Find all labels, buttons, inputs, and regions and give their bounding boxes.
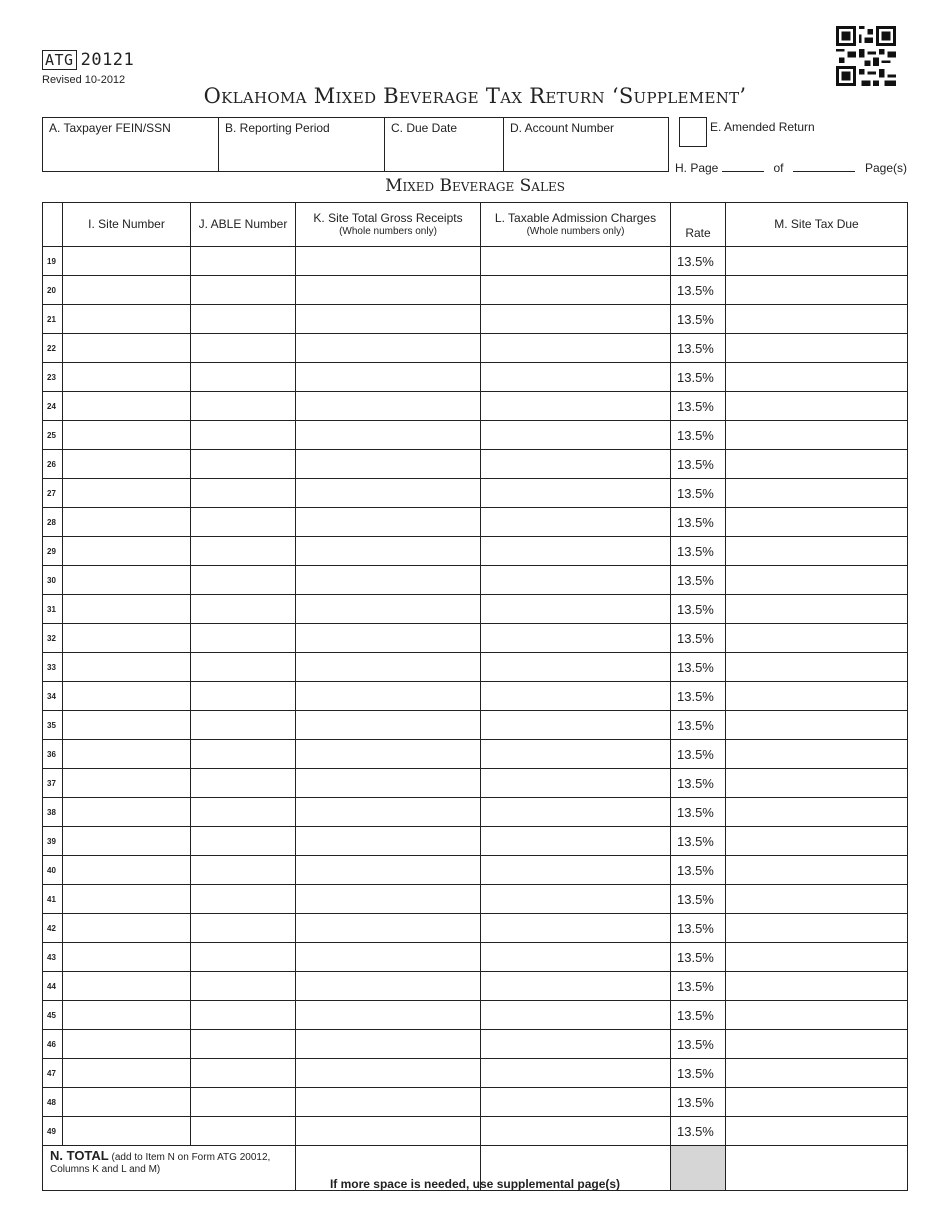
able-number-cell[interactable]	[191, 972, 296, 1001]
gross-receipts-cell[interactable]	[296, 1030, 481, 1059]
gross-receipts-cell[interactable]	[296, 305, 481, 334]
gross-receipts-cell[interactable]	[296, 972, 481, 1001]
admission-charges-cell[interactable]	[481, 943, 671, 972]
reporting-period-field[interactable]: B. Reporting Period	[219, 118, 385, 172]
rate-cell: 13.5%	[671, 856, 726, 885]
admission-charges-cell[interactable]	[481, 856, 671, 885]
rate-cell: 13.5%	[671, 711, 726, 740]
table-row	[43, 566, 908, 595]
rate-cell: 13.5%	[671, 827, 726, 856]
site-tax-due-cell[interactable]	[726, 972, 908, 1001]
rate-cell: 13.5%	[671, 334, 726, 363]
section-title: Mixed Beverage Sales	[385, 176, 565, 196]
line-number: 38	[43, 798, 63, 827]
rate-cell: 13.5%	[671, 363, 726, 392]
rate-cell: 13.5%	[671, 566, 726, 595]
total-pages-field[interactable]	[793, 161, 855, 172]
gross-receipts-cell[interactable]	[296, 711, 481, 740]
rate-cell: 13.5%	[671, 537, 726, 566]
gross-receipts-cell[interactable]	[296, 827, 481, 856]
admission-charges-cell[interactable]	[481, 305, 671, 334]
admission-charges-cell[interactable]	[481, 740, 671, 769]
table-row	[43, 827, 908, 856]
admission-charges-cell[interactable]	[481, 972, 671, 1001]
line-number: 43	[43, 943, 63, 972]
able-number-cell[interactable]	[191, 653, 296, 682]
able-number-cell[interactable]	[191, 247, 296, 276]
page-count-line: H. Page of Page(s)	[675, 161, 907, 175]
admission-charges-cell[interactable]	[481, 624, 671, 653]
site-number-cell[interactable]	[63, 711, 191, 740]
site-tax-due-cell[interactable]	[726, 1030, 908, 1059]
able-number-cell[interactable]	[191, 566, 296, 595]
site-tax-due-cell[interactable]	[726, 450, 908, 479]
gross-receipts-header: K. Site Total Gross Receipts (Whole numbers only)	[296, 203, 481, 247]
able-number-cell[interactable]	[191, 798, 296, 827]
gross-receipts-cell[interactable]	[296, 566, 481, 595]
gross-receipts-cell[interactable]	[296, 363, 481, 392]
able-number-cell[interactable]	[191, 450, 296, 479]
site-number-cell[interactable]	[63, 537, 191, 566]
total-label: N. TOTAL (add to Item N on Form ATG 20012, Columns K and L and M)	[43, 1146, 296, 1191]
admission-charges-cell[interactable]	[481, 885, 671, 914]
site-tax-due-cell[interactable]	[726, 566, 908, 595]
site-tax-due-cell[interactable]	[726, 798, 908, 827]
admission-charges-header: L. Taxable Admission Charges (Whole numbers only)	[481, 203, 671, 247]
site-number-cell[interactable]	[63, 856, 191, 885]
rate-cell: 13.5%	[671, 276, 726, 305]
form-prefix: ATG	[42, 50, 77, 70]
table-row	[43, 1088, 908, 1117]
line-number: 35	[43, 711, 63, 740]
site-tax-due-cell[interactable]	[726, 247, 908, 276]
site-tax-due-cell[interactable]	[726, 624, 908, 653]
able-number-cell[interactable]	[191, 537, 296, 566]
rate-cell: 13.5%	[671, 305, 726, 334]
able-number-cell[interactable]	[191, 769, 296, 798]
table-header-row	[43, 203, 908, 247]
table-row	[43, 769, 908, 798]
able-number-cell[interactable]	[191, 392, 296, 421]
line-number: 27	[43, 479, 63, 508]
revision-date: Revised 10-2012	[42, 74, 126, 86]
gross-receipts-cell[interactable]	[296, 247, 481, 276]
site-tax-due-header: M. Site Tax Due	[726, 203, 908, 247]
rate-cell: 13.5%	[671, 972, 726, 1001]
able-number-cell[interactable]	[191, 305, 296, 334]
rate-header: Rate	[671, 203, 726, 247]
line-number: 33	[43, 653, 63, 682]
admission-charges-cell[interactable]	[481, 1059, 671, 1088]
site-number-cell[interactable]	[63, 450, 191, 479]
able-number-cell[interactable]	[191, 1059, 296, 1088]
site-tax-due-cell[interactable]	[726, 769, 908, 798]
admission-charges-cell[interactable]	[481, 450, 671, 479]
line-number-header	[43, 203, 63, 247]
gross-receipts-cell[interactable]	[296, 450, 481, 479]
rate-cell: 13.5%	[671, 392, 726, 421]
site-tax-due-cell[interactable]	[726, 479, 908, 508]
site-number-cell[interactable]	[63, 653, 191, 682]
rate-cell: 13.5%	[671, 914, 726, 943]
rate-cell: 13.5%	[671, 682, 726, 711]
taxpayer-fein-field[interactable]: A. Taxpayer FEIN/SSN	[43, 118, 219, 172]
site-tax-due-cell[interactable]	[726, 421, 908, 450]
site-tax-due-cell[interactable]	[726, 682, 908, 711]
site-number-cell[interactable]	[63, 1001, 191, 1030]
site-number-cell[interactable]	[63, 305, 191, 334]
table-row	[43, 508, 908, 537]
line-number: 19	[43, 247, 63, 276]
site-tax-due-cell[interactable]	[726, 856, 908, 885]
site-number-cell[interactable]	[63, 972, 191, 1001]
amended-return-checkbox[interactable]	[679, 117, 707, 147]
gross-receipts-cell[interactable]	[296, 1117, 481, 1146]
table-row	[43, 276, 908, 305]
line-number: 39	[43, 827, 63, 856]
admission-charges-cell[interactable]	[481, 827, 671, 856]
gross-receipts-cell[interactable]	[296, 334, 481, 363]
rate-cell: 13.5%	[671, 1117, 726, 1146]
gross-receipts-cell[interactable]	[296, 508, 481, 537]
admission-charges-cell[interactable]	[481, 798, 671, 827]
gross-receipts-cell[interactable]	[296, 276, 481, 305]
site-number-cell[interactable]	[63, 421, 191, 450]
line-number: 45	[43, 1001, 63, 1030]
table-row	[43, 856, 908, 885]
rate-cell: 13.5%	[671, 1088, 726, 1117]
table-row	[43, 798, 908, 827]
able-number-cell[interactable]	[191, 276, 296, 305]
site-number-cell[interactable]	[63, 1088, 191, 1117]
site-number-header: I. Site Number	[63, 203, 191, 247]
admission-charges-cell[interactable]	[481, 1088, 671, 1117]
able-number-cell[interactable]	[191, 421, 296, 450]
table-row	[43, 711, 908, 740]
table-row	[43, 537, 908, 566]
site-number-cell[interactable]	[63, 595, 191, 624]
rate-cell: 13.5%	[671, 479, 726, 508]
line-number: 34	[43, 682, 63, 711]
table-row	[43, 479, 908, 508]
gross-receipts-cell[interactable]	[296, 653, 481, 682]
site-tax-due-cell[interactable]	[726, 334, 908, 363]
able-number-cell[interactable]	[191, 885, 296, 914]
site-tax-due-cell[interactable]	[726, 276, 908, 305]
admission-charges-cell[interactable]	[481, 392, 671, 421]
qr-code-icon	[836, 26, 896, 86]
line-number: 42	[43, 914, 63, 943]
rate-cell: 13.5%	[671, 798, 726, 827]
rate-cell: 13.5%	[671, 1001, 726, 1030]
site-number-cell[interactable]	[63, 740, 191, 769]
gross-receipts-cell[interactable]	[296, 943, 481, 972]
able-number-header: J. ABLE Number	[191, 203, 296, 247]
line-number: 28	[43, 508, 63, 537]
table-row	[43, 885, 908, 914]
site-number-cell[interactable]	[63, 798, 191, 827]
gross-receipts-cell[interactable]	[296, 392, 481, 421]
gross-receipts-cell[interactable]	[296, 595, 481, 624]
line-number: 32	[43, 624, 63, 653]
table-row	[43, 1001, 908, 1030]
line-number: 23	[43, 363, 63, 392]
admission-charges-cell[interactable]	[481, 1030, 671, 1059]
site-number-cell[interactable]	[63, 914, 191, 943]
site-number-cell[interactable]	[63, 334, 191, 363]
admission-charges-cell[interactable]	[481, 595, 671, 624]
site-tax-due-cell[interactable]	[726, 363, 908, 392]
rate-cell: 13.5%	[671, 943, 726, 972]
line-number: 30	[43, 566, 63, 595]
table-row	[43, 421, 908, 450]
line-number: 41	[43, 885, 63, 914]
table-row	[43, 624, 908, 653]
able-number-cell[interactable]	[191, 479, 296, 508]
table-row	[43, 943, 908, 972]
able-number-cell[interactable]	[191, 508, 296, 537]
sales-table	[42, 202, 908, 1191]
admission-charges-cell[interactable]	[481, 479, 671, 508]
site-number-cell[interactable]	[63, 1117, 191, 1146]
table-row	[43, 450, 908, 479]
able-number-cell[interactable]	[191, 682, 296, 711]
gross-receipts-cell[interactable]	[296, 914, 481, 943]
able-number-cell[interactable]	[191, 334, 296, 363]
able-number-cell[interactable]	[191, 943, 296, 972]
rate-cell: 13.5%	[671, 1059, 726, 1088]
table-row	[43, 972, 908, 1001]
site-tax-due-cell[interactable]	[726, 1059, 908, 1088]
gross-receipts-cell[interactable]	[296, 1001, 481, 1030]
admission-charges-cell[interactable]	[481, 1001, 671, 1030]
able-number-cell[interactable]	[191, 595, 296, 624]
admission-charges-cell[interactable]	[481, 276, 671, 305]
admission-charges-cell[interactable]	[481, 711, 671, 740]
site-number-cell[interactable]	[63, 827, 191, 856]
table-row	[43, 595, 908, 624]
able-number-cell[interactable]	[191, 1001, 296, 1030]
gross-receipts-cell[interactable]	[296, 537, 481, 566]
taxpayer-header-table	[42, 117, 669, 172]
site-tax-due-cell[interactable]	[726, 914, 908, 943]
line-number: 21	[43, 305, 63, 334]
rate-cell: 13.5%	[671, 653, 726, 682]
gross-receipts-cell[interactable]	[296, 479, 481, 508]
table-row	[43, 682, 908, 711]
able-number-cell[interactable]	[191, 827, 296, 856]
line-number: 47	[43, 1059, 63, 1088]
line-number: 44	[43, 972, 63, 1001]
rate-cell: 13.5%	[671, 421, 726, 450]
line-number: 26	[43, 450, 63, 479]
site-tax-due-cell[interactable]	[726, 595, 908, 624]
admission-charges-cell[interactable]	[481, 914, 671, 943]
rate-cell: 13.5%	[671, 740, 726, 769]
gross-receipts-cell[interactable]	[296, 769, 481, 798]
able-number-cell[interactable]	[191, 1088, 296, 1117]
site-tax-due-cell[interactable]	[726, 508, 908, 537]
site-tax-due-cell[interactable]	[726, 305, 908, 334]
site-tax-due-cell[interactable]	[726, 740, 908, 769]
admission-charges-cell[interactable]	[481, 247, 671, 276]
rate-cell: 13.5%	[671, 769, 726, 798]
line-number: 22	[43, 334, 63, 363]
rate-cell: 13.5%	[671, 885, 726, 914]
rate-cell: 13.5%	[671, 1030, 726, 1059]
able-number-cell[interactable]	[191, 1117, 296, 1146]
line-number: 24	[43, 392, 63, 421]
site-tax-due-cell[interactable]	[726, 943, 908, 972]
line-number: 25	[43, 421, 63, 450]
admission-charges-cell[interactable]	[481, 537, 671, 566]
site-tax-due-cell[interactable]	[726, 711, 908, 740]
admission-charges-cell[interactable]	[481, 566, 671, 595]
table-row	[43, 740, 908, 769]
admission-charges-cell[interactable]	[481, 653, 671, 682]
gross-receipts-cell[interactable]	[296, 1088, 481, 1117]
able-number-cell[interactable]	[191, 711, 296, 740]
line-number: 29	[43, 537, 63, 566]
gross-receipts-cell[interactable]	[296, 798, 481, 827]
line-number: 49	[43, 1117, 63, 1146]
site-number-cell[interactable]	[63, 276, 191, 305]
table-row	[43, 653, 908, 682]
account-number-field[interactable]: D. Account Number	[504, 118, 669, 172]
table-row	[43, 334, 908, 363]
footnote: If more space is needed, use supplemental page(s)	[329, 1177, 621, 1191]
rate-cell: 13.5%	[671, 624, 726, 653]
gross-receipts-cell[interactable]	[296, 740, 481, 769]
table-row	[43, 1059, 908, 1088]
able-number-cell[interactable]	[191, 914, 296, 943]
site-number-cell[interactable]	[63, 769, 191, 798]
table-row	[43, 247, 908, 276]
line-number: 31	[43, 595, 63, 624]
able-number-cell[interactable]	[191, 1030, 296, 1059]
site-number-cell[interactable]	[63, 479, 191, 508]
table-row	[43, 363, 908, 392]
site-number-cell[interactable]	[63, 885, 191, 914]
site-tax-due-cell[interactable]	[726, 392, 908, 421]
site-number-cell[interactable]	[63, 363, 191, 392]
gross-receipts-cell[interactable]	[296, 624, 481, 653]
table-row	[43, 914, 908, 943]
admission-charges-cell[interactable]	[481, 421, 671, 450]
site-number-cell[interactable]	[63, 508, 191, 537]
due-date-field[interactable]: C. Due Date	[385, 118, 504, 172]
table-row	[43, 1117, 908, 1146]
gross-receipts-cell[interactable]	[296, 885, 481, 914]
site-number-cell[interactable]	[63, 624, 191, 653]
page-number-field[interactable]	[722, 161, 764, 172]
line-number: 36	[43, 740, 63, 769]
admission-charges-cell[interactable]	[481, 508, 671, 537]
gross-receipts-cell[interactable]	[296, 1059, 481, 1088]
admission-charges-cell[interactable]	[481, 334, 671, 363]
able-number-cell[interactable]	[191, 363, 296, 392]
site-tax-due-cell[interactable]	[726, 1001, 908, 1030]
site-tax-due-cell[interactable]	[726, 827, 908, 856]
line-number: 20	[43, 276, 63, 305]
site-number-cell[interactable]	[63, 247, 191, 276]
rate-cell: 13.5%	[671, 450, 726, 479]
site-number-cell[interactable]	[63, 1030, 191, 1059]
table-row	[43, 1030, 908, 1059]
table-row	[43, 392, 908, 421]
gross-receipts-cell[interactable]	[296, 856, 481, 885]
gross-receipts-cell[interactable]	[296, 682, 481, 711]
site-tax-due-cell[interactable]	[726, 1088, 908, 1117]
admission-charges-cell[interactable]	[481, 682, 671, 711]
line-number: 48	[43, 1088, 63, 1117]
site-tax-due-cell[interactable]	[726, 1117, 908, 1146]
line-number: 40	[43, 856, 63, 885]
amended-return-label: E. Amended Return	[710, 120, 815, 134]
admission-charges-cell[interactable]	[481, 1117, 671, 1146]
line-number: 46	[43, 1030, 63, 1059]
form-number	[42, 50, 134, 70]
gross-receipts-cell[interactable]	[296, 421, 481, 450]
admission-charges-cell[interactable]	[481, 769, 671, 798]
rate-cell: 13.5%	[671, 595, 726, 624]
able-number-cell[interactable]	[191, 624, 296, 653]
site-tax-due-cell[interactable]	[726, 885, 908, 914]
site-tax-due-cell[interactable]	[726, 537, 908, 566]
table-row	[43, 305, 908, 334]
page-title: Oklahoma Mixed Beverage Tax Return ‘Supplement’	[203, 84, 747, 108]
site-tax-due-cell[interactable]	[726, 653, 908, 682]
site-number-cell[interactable]	[63, 392, 191, 421]
able-number-cell[interactable]	[191, 856, 296, 885]
site-number-cell[interactable]	[63, 1059, 191, 1088]
line-number: 37	[43, 769, 63, 798]
admission-charges-cell[interactable]	[481, 363, 671, 392]
site-number-cell[interactable]	[63, 943, 191, 972]
form-number-value: 20121	[80, 50, 135, 70]
rate-cell: 13.5%	[671, 247, 726, 276]
rate-cell: 13.5%	[671, 508, 726, 537]
able-number-cell[interactable]	[191, 740, 296, 769]
site-number-cell[interactable]	[63, 566, 191, 595]
site-number-cell[interactable]	[63, 682, 191, 711]
